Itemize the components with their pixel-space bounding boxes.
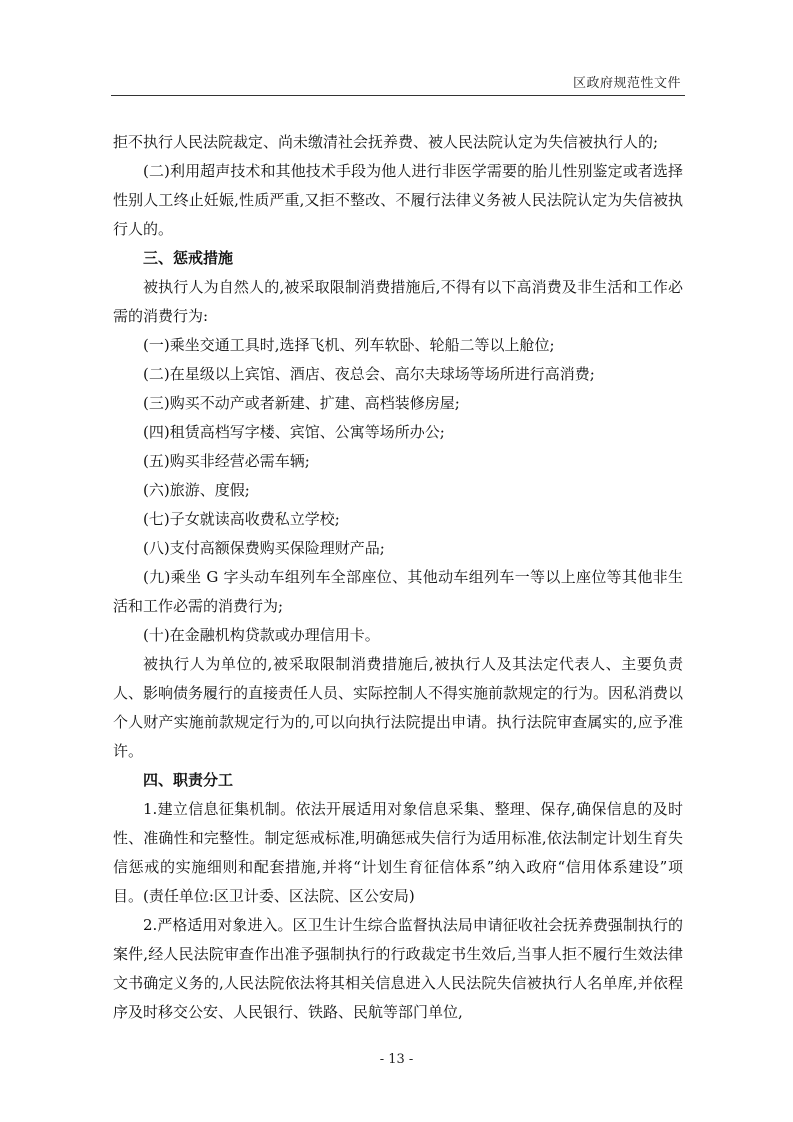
list-item-measure-8: (八)支付高额保费购买保险理财产品; xyxy=(143,539,385,557)
list-item-measure-7: (七)子女就读高收费私立学校; xyxy=(143,510,340,528)
section-heading-duties: 四、职责分工 xyxy=(143,771,234,789)
list-item-measure-9: (九)乘坐 G 字头动车组列车全部座位、其他动车组列车一等以上座位等其他非生活和工作必需的消费行为; xyxy=(113,568,683,615)
list-item-measure-2: (二)在星级以上宾馆、酒店、夜总会、高尔夫球场等场所进行高消费; xyxy=(143,365,595,383)
paragraph-natural-person: 被执行人为自然人的,被采取限制消费措施后,不得有以下高消费及非生活和工作必需的消费行为: xyxy=(113,278,683,325)
list-item-measure-10: (十)在金融机构贷款或办理信用卡。 xyxy=(143,626,380,644)
section-heading-penalties: 三、惩戒措施 xyxy=(143,249,234,267)
page-number: - 13 - xyxy=(379,1052,414,1067)
list-item-measure-6: (六)旅游、度假; xyxy=(143,481,250,499)
paragraph-duty-1: 1.建立信息征集机制。依法开展适用对象信息采集、整理、保存,确保信息的及时性、准确性和完整性。制定惩戒标准,明确惩戒失信行为适用标准,依法制定计划生育失信惩戒的实施细则和配套措施,并将“计划生育征信体系”纳入政府“信用体系建设”项目。(责任单位:区卫计委、区法院、区公安局) xyxy=(113,800,683,905)
list-item-measure-1: (一)乘坐交通工具时,选择飞机、列车软卧、轮船二等以上舱位; xyxy=(143,336,555,354)
list-item-measure-5: (五)购买非经营必需车辆; xyxy=(143,452,310,470)
header-title: 区政府规范性文件 xyxy=(572,76,681,91)
paragraph-unit: 被执行人为单位的,被采取限制消费措施后,被执行人及其法定代表人、主要负责人、影响债务履行的直接责任人员、实际控制人不得实施前款规定的行为。因私消费以个人财产实施前款规定行为的,可以向执行法院提出申请。执行法院审查属实的,应予准许。 xyxy=(113,655,684,760)
paragraph-duty-2: 2.严格适用对象进入。区卫生计生综合监督执法局申请征收社会抚养费强制执行的案件,经人民法院审查作出准予强制执行的行政裁定书生效后,当事人拒不履行生效法律文书确定义务的,人民法院依法将其相关信息进入人民法院失信被执行人名单库,并依程序及时移交公安、人民银行、铁路、民航等部门单位, xyxy=(113,916,683,1021)
document-body xyxy=(113,128,683,1027)
list-item-measure-3: (三)购买不动产或者新建、扩建、高档装修房屋; xyxy=(143,394,460,412)
paragraph-continuation: 拒不执行人民法院裁定、尚未缴清社会抚养费、被人民法院认定为失信被执行人的; xyxy=(113,133,659,151)
paragraph-item-2: (二)利用超声技术和其他技术手段为他人进行非医学需要的胎儿性别鉴定或者选择性别人工终止妊娠,性质严重,又拒不整改、不履行法律义务被人民法院认定为失信被执行人的。 xyxy=(113,162,683,238)
list-item-measure-4: (四)租赁高档写字楼、宾馆、公寓等场所办公; xyxy=(143,423,445,441)
header-divider xyxy=(111,95,685,96)
